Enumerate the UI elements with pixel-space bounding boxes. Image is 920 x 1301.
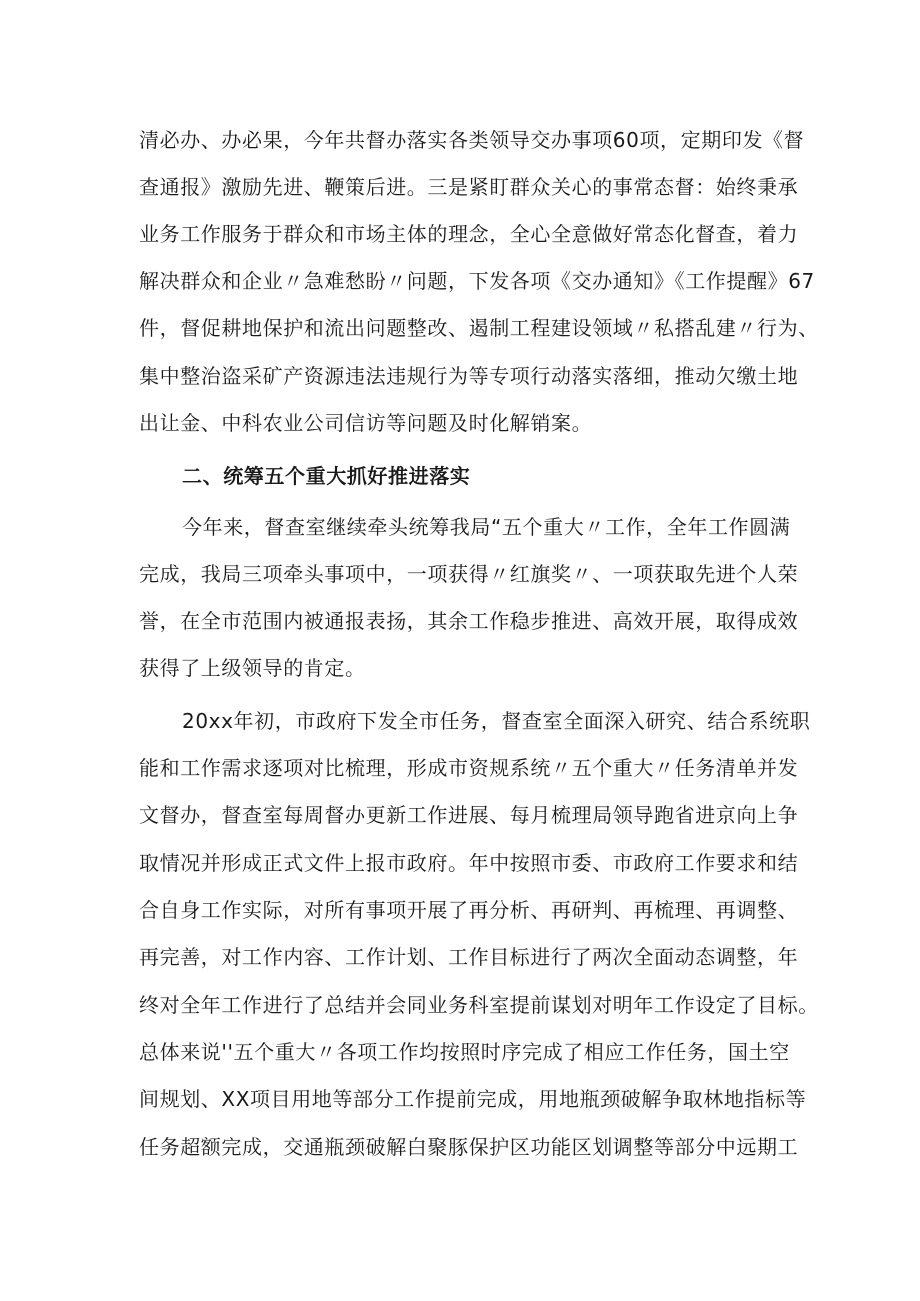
- text-line: 再完善，对工作内容、工作计划、工作目标进行了两次全面动态调整，年: [139, 945, 799, 969]
- text-line: 出让金、中科农业公司信访等问题及时化解销案。: [139, 411, 593, 435]
- text-line: 清必办、办必果，今年共督办落实各类领导交办事项60项，定期印发《督: [139, 128, 805, 152]
- text-line: 件，督促耕地保护和流出问题整改、遏制工程建设领域〃私搭乱建〃行为、: [139, 316, 819, 340]
- text-line: 完成，我局三项牵头事项中，一项获得〃红旗奖〃、一项获取先进个人荣: [139, 562, 799, 586]
- text-line: 集中整治盗采矿产资源违法违规行为等专项行动落实落细，推动欠缴土地: [139, 364, 799, 388]
- text-line: 能和工作需求逐项对比梳理，形成市资规系统〃五个重大〃任务清单并发: [139, 756, 799, 780]
- text-line: 取情况并形成正式文件上报市政府。年中按照市委、市政府工作要求和结: [139, 851, 799, 875]
- text-line: 获得了上级领导的肯定。: [139, 656, 366, 680]
- text-line: 合自身工作实际，对所有事项开展了再分析、再研判、再梳理、再调整、: [139, 898, 799, 922]
- text-line: 今年来，督查室继续牵头统筹我局“五个重大〃工作，全年工作圆满: [182, 515, 791, 539]
- text-line: 终对全年工作进行了总结并会同业务科室提前谋划对明年工作设定了目标。: [139, 993, 819, 1017]
- text-line: 查通报》激励先进、鞭策后进。三是紧盯群众关心的事常态督：始终秉承: [139, 175, 799, 199]
- text-line: 任务超额完成，交通瓶颈破解白聚豚保护区功能区划调整等部分中远期工: [139, 1135, 799, 1159]
- text-line: 誉，在全市范围内被通报表扬，其余工作稳步推进、高效开展，取得成效: [139, 609, 799, 633]
- text-line: 20xx年初，市政府下发全市任务，督查室全面深入研究、结合系统职: [182, 709, 811, 733]
- text-line: 总体来说''五个重大〃各项工作均按照时序完成了相应工作任务，国土空: [139, 1040, 790, 1064]
- section-heading: 二、统筹五个重大抓好推进落实: [182, 464, 471, 488]
- text-line: 解决群众和企业〃急难愁盼〃问题，下发各项《交办通知》《工作提醒》67: [139, 269, 815, 293]
- text-line: 文督办，督查室每周督办更新工作进展、每月梳理局领导跑省进京向上争: [139, 803, 799, 827]
- text-line: 业务工作服务于群众和市场主体的理念，全心全意做好常态化督查，着力: [139, 222, 799, 246]
- text-line: 间规划、XX项目用地等部分工作提前完成，用地瓶颈破解争取林地指标等: [139, 1087, 807, 1111]
